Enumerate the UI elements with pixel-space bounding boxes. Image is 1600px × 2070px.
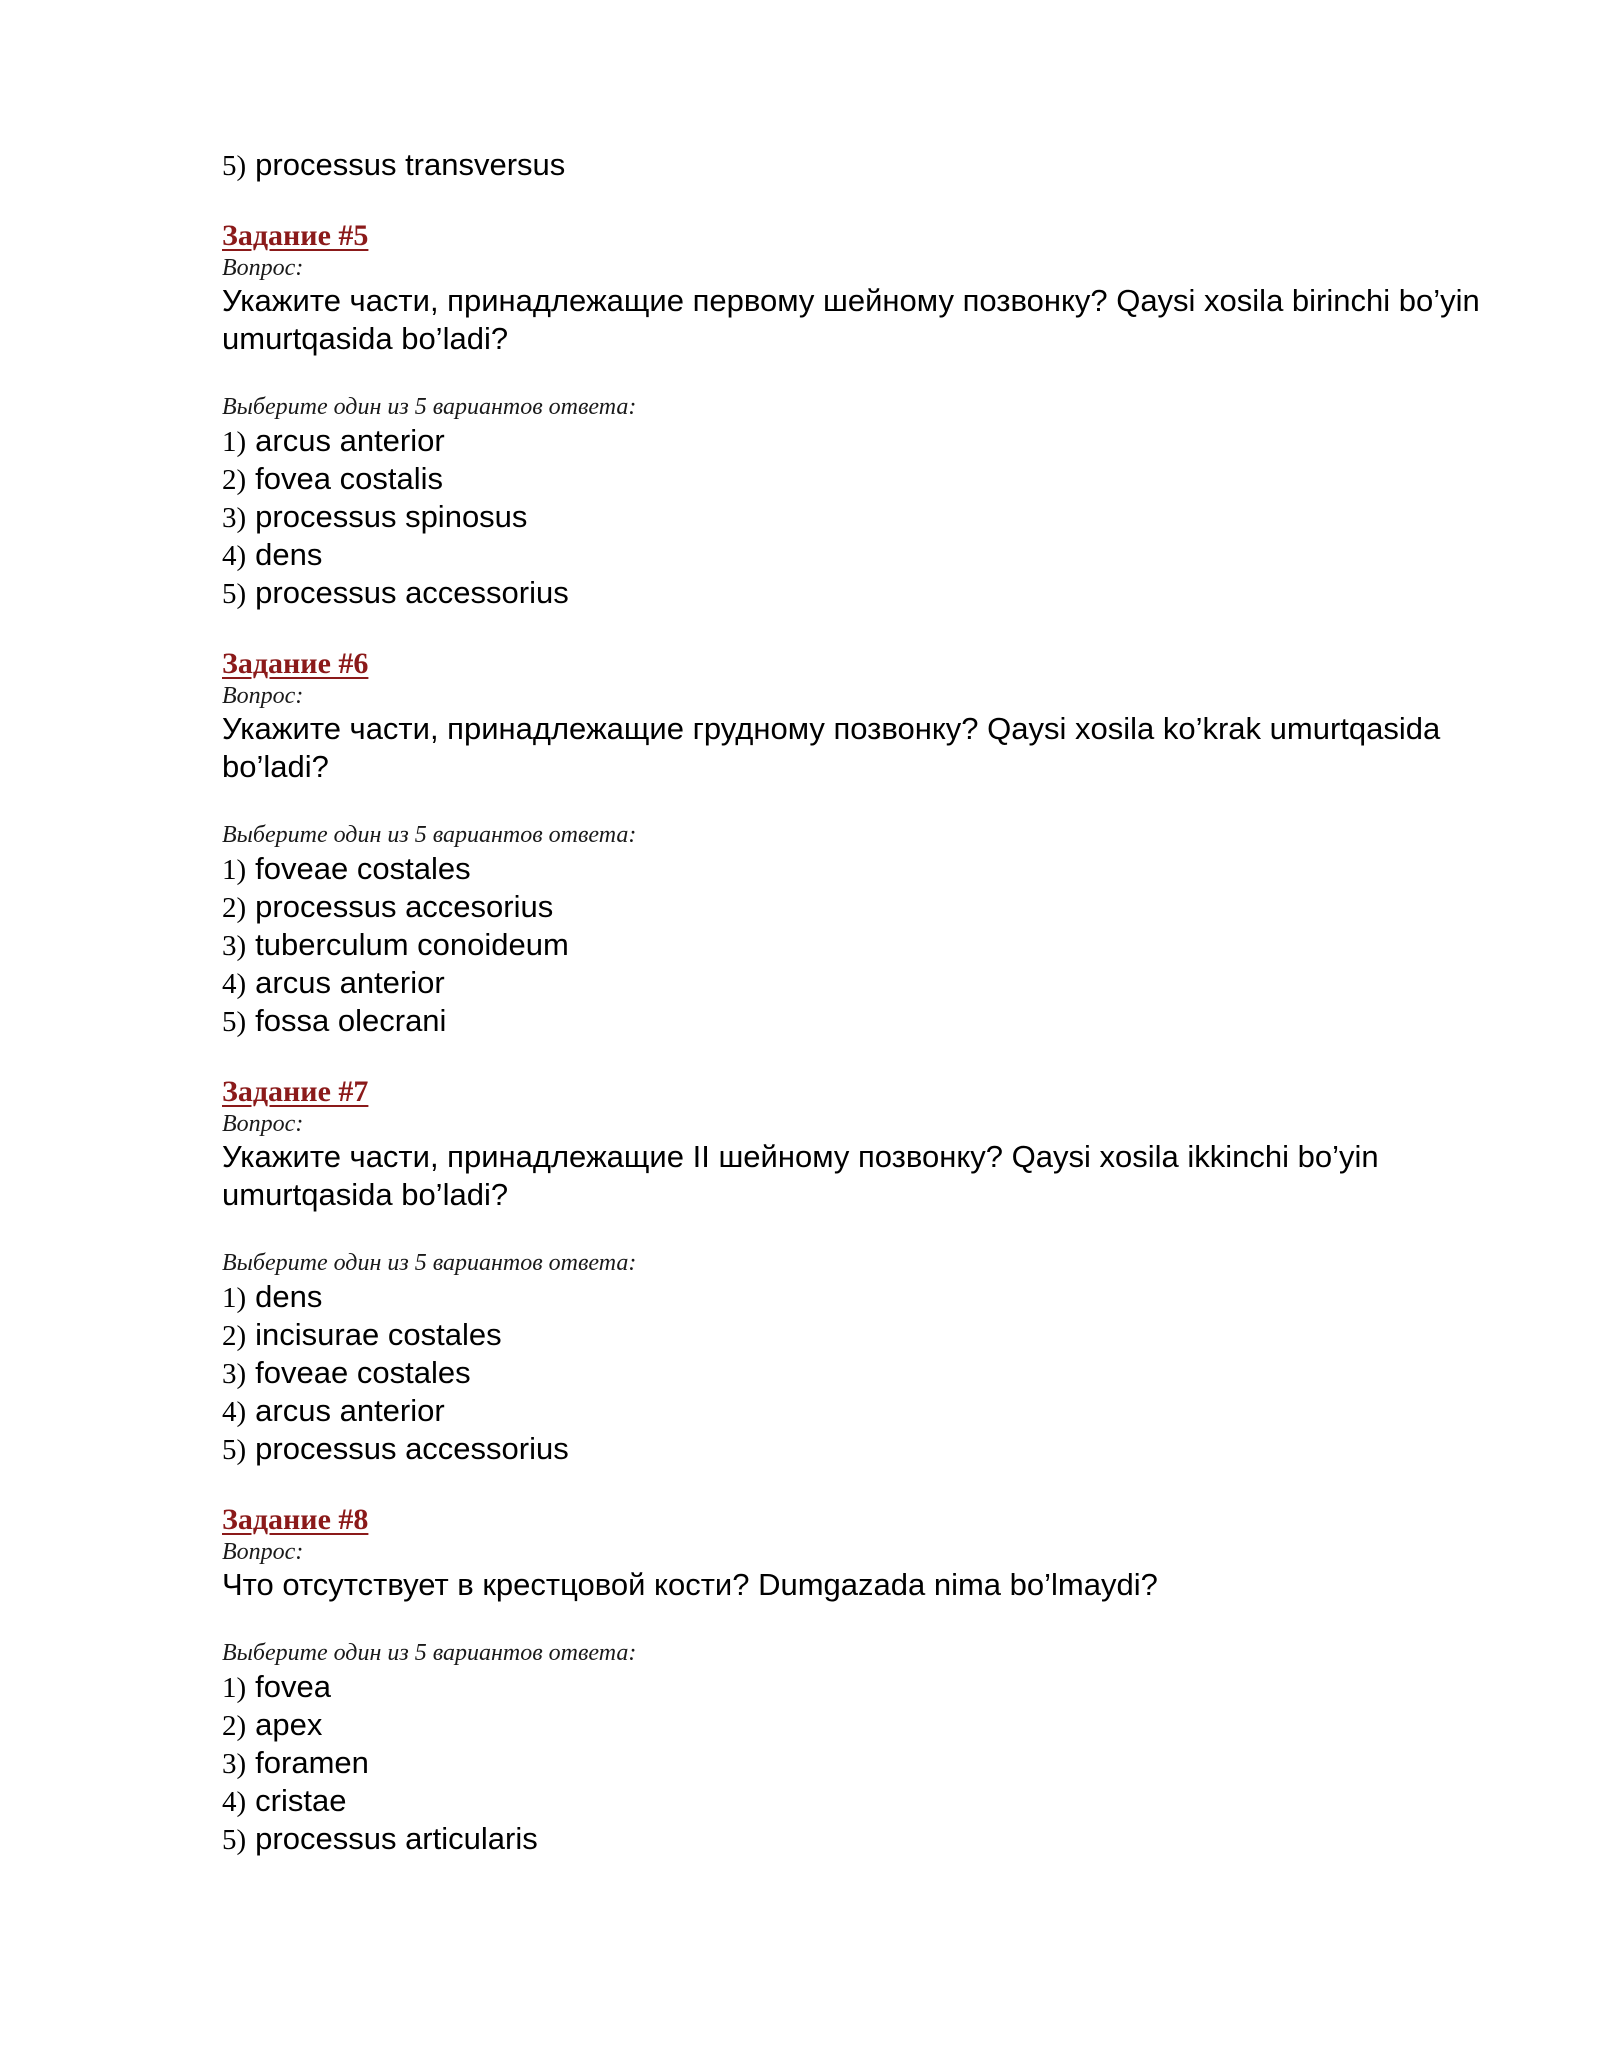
answer-option [222, 888, 1522, 926]
option-text: fossa olecrani [255, 1003, 447, 1038]
task-block-8 [222, 1502, 1522, 1858]
lead-option [222, 146, 1522, 184]
option-text: processus accessorius [255, 1431, 569, 1466]
answer-option [222, 964, 1522, 1002]
answer-option [222, 1278, 1522, 1316]
question-text: Укажите части, принадлежащие II шейному позвонку? Qaysi xosila ikkinchi bo’yin umurtqasida bo’ladi? [222, 1139, 1379, 1212]
option-number: 1) [222, 1282, 247, 1314]
option-number: 5) [222, 150, 247, 182]
answer-option [222, 850, 1522, 888]
option-text: processus articularis [255, 1821, 538, 1856]
option-text: foveae costales [255, 851, 471, 886]
option-number: 5) [222, 1434, 247, 1466]
answers-label: Выберите один из 5 вариантов ответа: [222, 1640, 637, 1666]
option-number: 2) [222, 464, 247, 496]
option-number: 3) [222, 502, 247, 534]
answer-option [222, 498, 1522, 536]
answer-option [222, 1820, 1522, 1858]
answers-label: Выберите один из 5 вариантов ответа: [222, 822, 637, 848]
option-text: arcus anterior [255, 965, 445, 1000]
option-number: 5) [222, 1006, 247, 1038]
answer-option [222, 1744, 1522, 1782]
answer-option [222, 1706, 1522, 1744]
task-block-5 [222, 218, 1522, 612]
option-number: 1) [222, 1672, 247, 1704]
option-text: processus transversus [255, 147, 566, 182]
task-title: Задание #5 [222, 219, 369, 252]
option-text: processus accessorius [255, 575, 569, 610]
answer-option [222, 574, 1522, 612]
answers-label: Выберите один из 5 вариантов ответа: [222, 394, 637, 420]
option-number: 4) [222, 540, 247, 572]
option-text: processus spinosus [255, 499, 528, 534]
question-label: Вопрос: [222, 1539, 304, 1565]
task-title: Задание #6 [222, 647, 369, 680]
option-number: 4) [222, 1396, 247, 1428]
option-text: tuberculum conoideum [255, 927, 569, 962]
option-number: 4) [222, 968, 247, 1000]
answer-option [222, 1002, 1522, 1040]
option-text: cristae [255, 1783, 347, 1818]
option-number: 1) [222, 426, 247, 458]
answer-option [222, 1392, 1522, 1430]
option-text: apex [255, 1707, 323, 1742]
question-text: Укажите части, принадлежащие первому шейному позвонку? Qaysi xosila birinchi bo’yin umurtqasida bo’ladi? [222, 283, 1480, 356]
answer-option [222, 1354, 1522, 1392]
task-block-7 [222, 1074, 1522, 1468]
answer-option [222, 1668, 1522, 1706]
document-page [222, 146, 1522, 1858]
option-text: fovea costalis [255, 461, 443, 496]
option-text: processus accesorius [255, 889, 554, 924]
answers-label: Выберите один из 5 вариантов ответа: [222, 1250, 637, 1276]
task-block-6 [222, 646, 1522, 1040]
answer-option [222, 1782, 1522, 1820]
answer-option [222, 422, 1522, 460]
question-text: Что отсутствует в крестцовой кости? Dumgazada nima bo’lmaydi? [222, 1567, 1158, 1602]
answer-option [222, 536, 1522, 574]
answer-option [222, 926, 1522, 964]
question-text: Укажите части, принадлежащие грудному позвонку? Qaysi xosila ko’krak umurtqasida bo’ladi? [222, 711, 1441, 784]
option-text: dens [255, 537, 323, 572]
option-number: 5) [222, 578, 247, 610]
option-text: incisurae costales [255, 1317, 502, 1352]
task-title: Задание #7 [222, 1075, 369, 1108]
option-number: 5) [222, 1824, 247, 1856]
option-number: 2) [222, 1710, 247, 1742]
option-text: arcus anterior [255, 423, 445, 458]
option-number: 3) [222, 1748, 247, 1780]
option-number: 3) [222, 930, 247, 962]
option-text: fovea [255, 1669, 332, 1704]
option-text: arcus anterior [255, 1393, 445, 1428]
option-number: 4) [222, 1786, 247, 1818]
option-number: 2) [222, 1320, 247, 1352]
answer-option [222, 1430, 1522, 1468]
option-text: foramen [255, 1745, 369, 1780]
task-title: Задание #8 [222, 1503, 369, 1536]
question-label: Вопрос: [222, 255, 304, 281]
option-number: 3) [222, 1358, 247, 1390]
answer-option [222, 1316, 1522, 1354]
question-label: Вопрос: [222, 1111, 304, 1137]
option-number: 1) [222, 854, 247, 886]
option-text: foveae costales [255, 1355, 471, 1390]
answer-option [222, 460, 1522, 498]
question-label: Вопрос: [222, 683, 304, 709]
option-number: 2) [222, 892, 247, 924]
option-text: dens [255, 1279, 323, 1314]
